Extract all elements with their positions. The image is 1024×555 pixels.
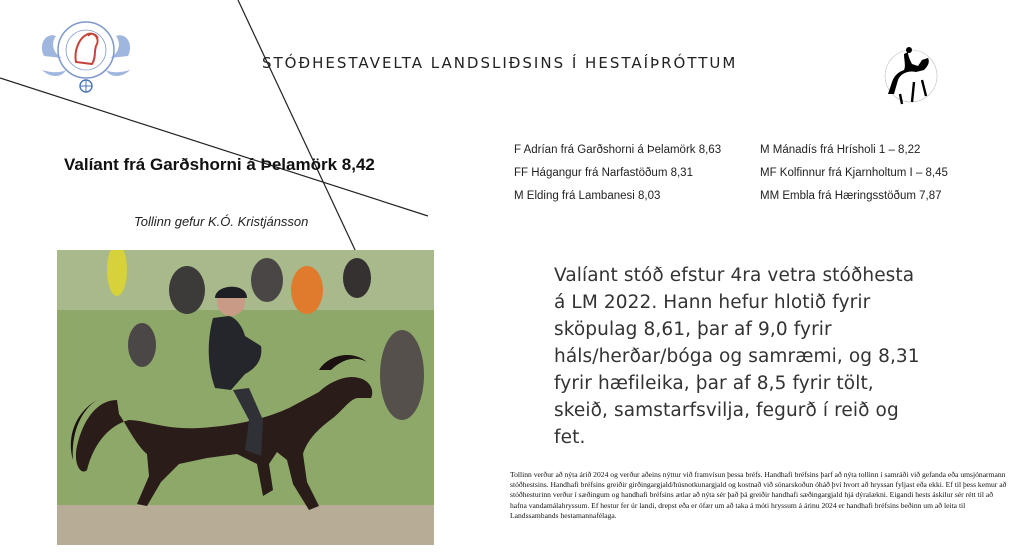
terms-fineprint: Tollinn verður að nýta árið 2024 og verður aðeins nýttur við framvísun þessa bréfs. Handhafi bréfsins þarf að nýta tollinn í samráði við gefanda eða umsjónarmann stóðhestsins. Handhafi bréfsins greiðir girðingargjald/húsnotkunargjald og kostnað við sónarskoðun óháð því hvort að hryssan fyljast eða ekki. Ef til þess kemur að stóðhesturinn verður í sæðingum og handhafi bréfsins ætlar að nýta sér það þá greiðir handhafi sæðingargjald hjá dýralækni. Eigandi hests áskilur sér rétt til að hafna vandamálahryssum. Ef hestur fer úr landi, drepst eða er ófær um að taka á móti hryssum á árinu 2024 er handhafi bréfsins beðinn um að leita til Landssambands hestamannafélaga.: [510, 470, 1007, 520]
horse-rider-logo-icon: [864, 40, 958, 114]
sponsor-logo: [864, 40, 958, 114]
horse-federation-logo-icon: [36, 12, 136, 100]
horse-photo: [57, 250, 434, 545]
pedigree-dam-dam: MM Embla frá Hæringsstöðum 7,87: [760, 190, 942, 202]
pedigree-dam: M Mánadís frá Hrísholi 1 – 8,22: [760, 144, 921, 156]
horse-description: Valíant stóð efstur 4ra vetra stóðhesta á LM 2022. Hann hefur hlotið fyrir sköpulag 8,61, þar af 9,0 fyrir háls/herðar/bóga og samræmi, og 8,31 fyrir hæfileika, þar af 8,5 fyrir tölt, skeið, samstarfsvilja, fegurð í reið og fet.: [554, 265, 920, 448]
sponsor-line: Tollinn gefur K.Ó. Kristjánsson: [134, 214, 309, 229]
horse-rider-photo-icon: [57, 250, 434, 545]
pedigree-sire-dam: M Elding frá Lambanesi 8,03: [514, 190, 661, 202]
federation-logo: [36, 12, 136, 100]
pedigree-sire: F Adrían frá Garðshorni á Þelamörk 8,63: [514, 144, 722, 156]
pedigree-sire-sire: FF Hágangur frá Narfastöðum 8,31: [514, 167, 693, 179]
page-title: STÓÐHESTAVELTA LANDSLIÐSINS Í HESTAÍÞRÓTTUM: [262, 54, 738, 72]
pedigree-dam-sire: MF Kolfinnur frá Kjarnholtum I – 8,45: [760, 167, 948, 179]
horse-name: Valíant frá Garðshorni á Þelamörk 8,42: [64, 155, 375, 174]
